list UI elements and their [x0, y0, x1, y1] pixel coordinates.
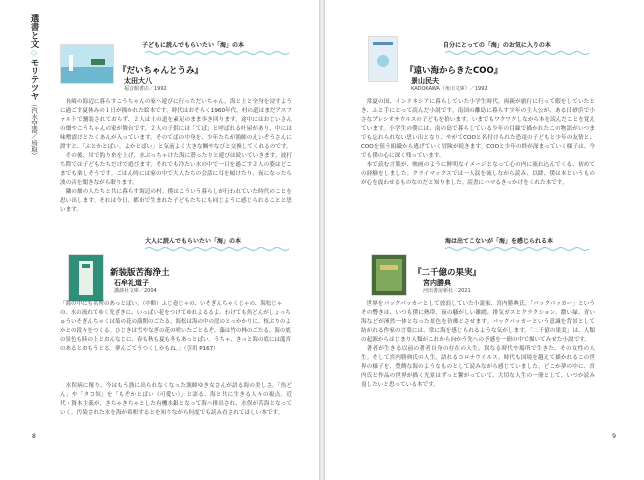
book-title: 『遠い海からきたCOO』: [405, 66, 503, 76]
body-paragraph: その後、川で釣り糸を上げ、水ぶっちゃけた海に潜ったりと遊びは続いていきます。波打ち際では子どもたちだけで遊びます。それでも冷たい水の中で一日を過ごす２人の姿はどこまでも楽しそうです。ごはん時には家の中で大人たちの会話に耳を傾けたり、夜になったら波の音を聞きながら眠ります。: [60, 153, 292, 186]
wave-divider: [445, 246, 590, 252]
section-body: [60, 98, 292, 215]
book-title: 『二千億の果実』: [413, 268, 482, 278]
body-paragraph: 長崎の海辺に暮らすこうちゃんの家へ遊びに行っただいちゃん。海と土と全身を浸すように過ごす夏休みの１日が描かれた絵本です。時代はおそらく1960年代。村の道はまだアスファルトで舗装されておらず、２人は土の道を素足のまま歩き回ります。途中にはおじいさんの畑やこうちゃんの家が舞台です。２人の子供には「てば」と呼ばれる叶屋があり、中には味噌漬けとたくあんが入っています。そのてばの中身を、少年たちが漁師のえいぞうさんに渡すと、「ふとかとばい。よかとばい」と気前よく大きな鯛やなびと交換してくれるのです。: [60, 99, 292, 150]
book-author: 景山民夫: [411, 77, 439, 85]
spine-affiliation: （汽水空港／鳥取）: [30, 100, 38, 159]
right-page: [325, 0, 644, 480]
book-author: 太田大八: [124, 77, 152, 85]
section-body: [361, 98, 595, 188]
wave-divider: [445, 50, 590, 56]
wave-divider: [145, 50, 290, 56]
book-publisher: 福音館書店／1992: [124, 86, 167, 92]
left-page: [0, 0, 319, 480]
section-heading: 子どもに読んでもらいたい「海」の本: [142, 42, 245, 49]
book-cover-image: [371, 254, 407, 296]
book-title: 『だいちゃんとうみ』: [118, 66, 204, 76]
book-author: 宮内勝典: [423, 279, 451, 287]
book-publisher: KADOKAWA（角川文庫）／1992: [411, 86, 488, 92]
body-paragraph: 隣の畑の人たちと共に暮らす海辺の村。僕はこういう暮らしが行われていた時代のことを思い出します。それは今日、都市で生まれた子どもたちにも同じように感じられることと思います。: [60, 189, 292, 213]
book-author: 石牟礼道子: [114, 279, 149, 287]
book-cover-image: [68, 254, 104, 302]
body-paragraph: 世界をバックパッカーとして放浪していた小説家、宮内勝典氏。「バックパッカー」というその響きは、いつも僕に熱帯、夜の騒がしい雑踏、排気ガスとクラクション、濃い緑、青い海などが渾然一体となった景色を彷彿とさせます。バックパッカーという意識を背景として紡がれる作家の言葉には、常に海を感じられるような気がします。「二千億の果実」は、人類の起源からはじまり人類がこれから向かう先への予感を一冊の中で描いてみせた小説です。: [361, 301, 595, 343]
page-number-right: 9: [612, 433, 616, 440]
book-cover-image: [60, 44, 114, 84]
page-number-left: 8: [32, 433, 36, 440]
section-heading: 大人に読んでもらいたい「海」の本: [145, 238, 242, 245]
body-paragraph: 著者が生きる以前の著者自身の存在の人生。異なる時代や場所で生きた、その女性の人生。そして宮内勝典氏の人生。語れるコロナウイルス。時代も国境を越えて描かれるこの世界の様子を、豊饒な海のようなものとして読みながら感じていました。どこか夢の中に、宮内氏と作品の世界が描く光景はずっと繋がっていて、大切な人生の一冊として、いつか読み返したいと思っている本です。: [361, 346, 595, 388]
spine-title: [29, 14, 39, 159]
body-paragraph: 水俣病に罹り、今はもう漁に出られなくなった漁師ゆき女さんが語る海の美しさ。「魚どん」や「タコ奴」を「もぞかとばい（可愛い）」と語る、海と共に生きる人々の視点。近代・資本主義が、きちゃきちゃとした有機水銀となって海へ排出され、水俣が苦海となっていく。汚染された水を海が希釈するとを知りながら何度でも読み直されてほしい本です。: [60, 383, 292, 416]
book-title-main: 苦海浄土: [135, 268, 170, 278]
book-publisher: 講談社文庫／2004: [114, 288, 157, 294]
body-paragraph: 本で読む言葉が、映画のように鮮明なイメージとなって心の内に流れ込んでくる、初めての経験をしました。クライマックスでは一人涙を流しながら読み、以降、僕は本というものが心を震わせるものなのだと知りました。読書にハマるきっかけをくれた本です。: [361, 162, 595, 186]
section-body: [60, 382, 292, 418]
section-body: [361, 300, 595, 390]
spine-separator: ◇: [29, 48, 39, 58]
section-heading: 海は出てこないが「海」を感じられる本: [445, 238, 554, 245]
spine-selector: 選書と文: [29, 14, 39, 48]
wave-divider: [145, 246, 290, 252]
body-paragraph: 常夏の国、インドネシアに暮らしていた小学生時代。両親が旅行に行って暇をしていたとき、ふと手にとって読んだ小説です。南国の離島に暮らす少年の主人公が、ある日砂浜で小さなプレシオサウルスの子どもを拾います。いまでもワクワクしながら本を読んだことを覚えています。小学生の僕には、南の島で暮らしている少年の目線で描かれたこの物語がいつまでも忘れられない思い出となり、やがてCOOと名付けられた恐竜の子どもと少年の友情と、COOを狙う組織から逃げていく冒険が続きます。COOと少年の絆が深まっていく様子は、今でも僕の心に深く残っています。: [361, 99, 595, 159]
book-cover-image: [368, 36, 398, 82]
book-publisher: 河出書房新社／2021: [423, 288, 471, 294]
section-heading: 自分にとっての「海」のお気に入りの本: [443, 42, 551, 49]
book-title: 新装版苦海浄土: [110, 268, 170, 278]
spine-author: モリテツヤ: [29, 58, 39, 101]
book-quote: 「海の中にも名所のあっとばい。（中略）ふじ壺じゃの、いそぎんちゃくじゃの、海松じゃの、水の流れてゆく先ざきに、いっぱい花をつけてゆれよるるよ。わけても魚どんがしょっちゅういそぎんちゃくは菊の花の満開のごたる。海松は海の中の崖のとっかかりに、枝ぶりのよかとの段々をつくる。ひじきは雪やなぎの花の咲いたごとるぞ。藻は竹の林のごたる。海の底の景色も陸の上とおんなじに、春も秋も夏も冬もあっとばい。うちゃ、きっと海の底には龍宮のあるとおもうとる。夢んごてうつくしかもね。」（引用 P167）: [60, 301, 291, 352]
